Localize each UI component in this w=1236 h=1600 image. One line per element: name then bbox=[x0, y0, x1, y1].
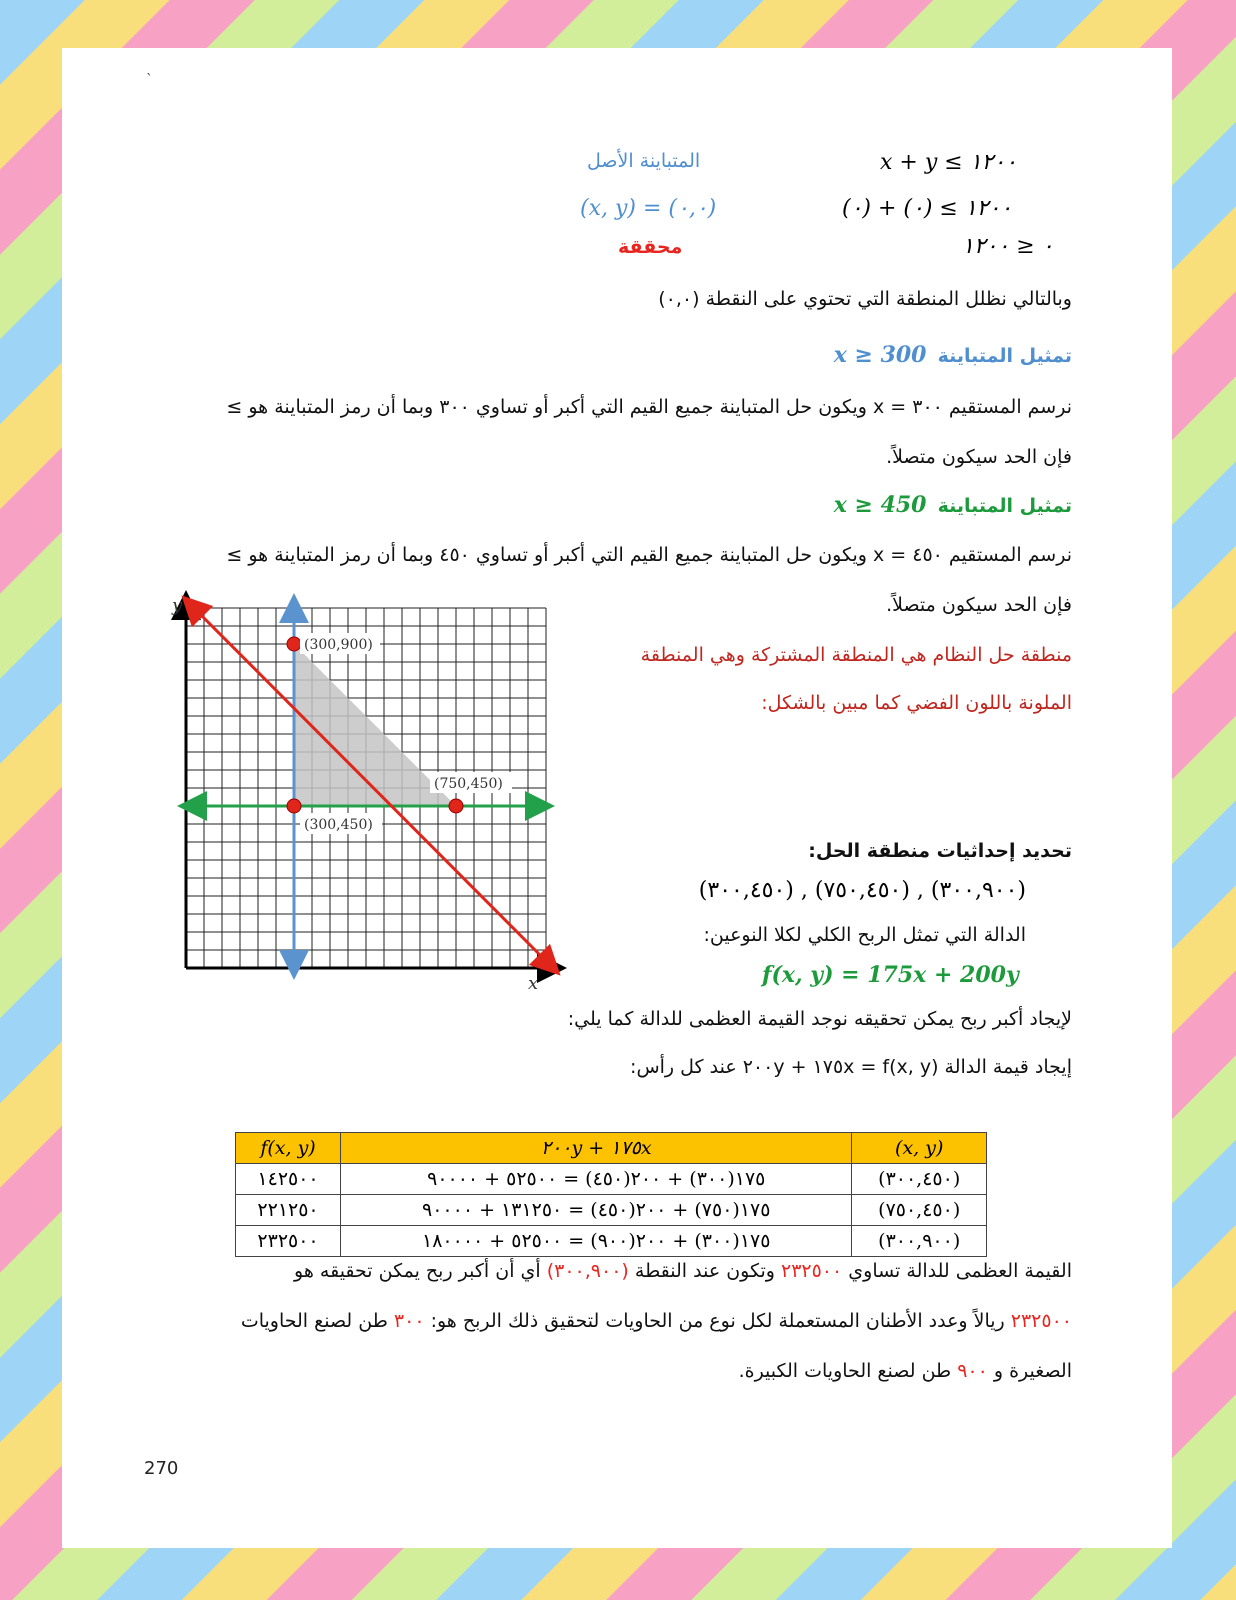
section-450-heading-math: x ≥ 450 bbox=[833, 492, 927, 518]
top-mark: ` bbox=[146, 72, 153, 88]
conclusion-text-a: القيمة العظمى للدالة تساوي bbox=[848, 1260, 1072, 1282]
inequality-result: ٠ ≤ ١٢٠٠ bbox=[962, 234, 1054, 259]
header-point: (x, y) bbox=[852, 1133, 987, 1164]
y-axis-label: y bbox=[172, 595, 183, 616]
conclusion-text-g: طن لصنع الحاويات الكبيرة. bbox=[738, 1360, 952, 1382]
conclusion-line2 bbox=[241, 1310, 1072, 1332]
label-300-450: (300,450) bbox=[304, 817, 373, 833]
header-expression: ١٧٥x + ٢٠٠y bbox=[341, 1133, 852, 1164]
conclusion-text-e: طن لصنع الحاويات bbox=[240, 1310, 388, 1332]
feasible-region-graph bbox=[174, 593, 564, 1043]
test-point: (x, y) = (٠,٠) bbox=[580, 196, 717, 221]
section-450-line1: نرسم المستقيم ٤٥٠ = x ويكون حل المتباينة جميع القيم التي أكبر أو تساوي ٤٥٠ وبما أن رمز المتباينة هو ≥ bbox=[226, 544, 1072, 566]
section-300-line1: نرسم المستقيم ٣٠٠ = x ويكون حل المتباينة جميع القيم التي أكبر أو تساوي ٣٠٠ وبما أن رمز المتباينة هو ≥ bbox=[226, 396, 1072, 418]
cell-value: ٢٣٢٥٠٠ bbox=[236, 1226, 341, 1257]
section-450-heading-text: تمثيل المتباينة bbox=[937, 495, 1072, 517]
table-row bbox=[236, 1195, 987, 1226]
section-450-heading bbox=[834, 492, 1072, 518]
cell-point: (٣٠٠,٩٠٠) bbox=[852, 1226, 987, 1257]
vertices-heading: تحديد إحداثيات منطقة الحل: bbox=[808, 840, 1072, 862]
small-tons: ٣٠٠ bbox=[393, 1310, 425, 1332]
conclusion-line1 bbox=[294, 1260, 1072, 1282]
vertex-300-900 bbox=[287, 637, 301, 651]
inequality-substituted: (٠) + (٠) ≤ ١٢٠٠ bbox=[842, 196, 1013, 221]
inequality-original: x + y ≤ ١٢٠٠ bbox=[880, 150, 1017, 175]
table-header-row bbox=[236, 1133, 987, 1164]
cell-expression: ١٧٥(٧٥٠) + ٢٠٠(٤٥٠) = ١٣١٢٥٠ + ٩٠٠٠٠ bbox=[341, 1195, 852, 1226]
evaluation-table bbox=[235, 1132, 987, 1257]
header-value: f(x, y) bbox=[236, 1133, 341, 1164]
profit-function-text: الدالة التي تمثل الربح الكلي لكلا النوعين: bbox=[703, 924, 1026, 946]
cell-point: (٣٠٠,٤٥٠) bbox=[852, 1164, 987, 1195]
cell-expression: ١٧٥(٣٠٠) + ٢٠٠(٤٥٠) = ٥٢٥٠٠ + ٩٠٠٠٠ bbox=[341, 1164, 852, 1195]
page-number: 270 bbox=[144, 1458, 179, 1479]
table-row bbox=[236, 1226, 987, 1257]
profit-formula: f(x, y) = 175x + 200y bbox=[762, 962, 1019, 988]
conclusion-line3 bbox=[739, 1360, 1072, 1382]
label-300-900: (300,900) bbox=[304, 637, 373, 653]
large-tons: ٩٠٠ bbox=[957, 1360, 988, 1382]
label-750-450: (750,450) bbox=[434, 776, 503, 792]
cell-expression: ١٧٥(٣٠٠) + ٢٠٠(٩٠٠) = ٥٢٥٠٠ + ١٨٠٠٠٠ bbox=[341, 1226, 852, 1257]
section-300-heading-math: x ≥ 300 bbox=[833, 342, 927, 368]
max-value: ٢٣٢٥٠٠ bbox=[780, 1260, 843, 1282]
satisfied-label: محققة bbox=[618, 236, 683, 258]
section-450-line2: فإن الحد سيكون متصلاً. bbox=[886, 594, 1072, 616]
conclusion-text-d: ريالاً وعدد الأطنان المستعملة لكل نوع من الحاويات لتحقيق ذلك الربح هو: bbox=[430, 1310, 1005, 1332]
table-row bbox=[236, 1164, 987, 1195]
vertices-list: (٣٠٠,٩٠٠) , (٧٥٠,٤٥٠) , (٣٠٠,٤٥٠) bbox=[698, 878, 1026, 903]
vertex-750-450 bbox=[449, 799, 463, 813]
section-300-heading-text: تمثيل المتباينة bbox=[937, 345, 1072, 367]
conclusion-text-f: الصغيرة و bbox=[993, 1360, 1072, 1382]
section-300-line2: فإن الحد سيكون متصلاً. bbox=[886, 446, 1072, 468]
shade-instruction: وبالتالي نظلل المنطقة التي تحتوي على النقطة (٠,٠) bbox=[658, 288, 1072, 310]
solution-region-line2: الملونة باللون الفضي كما مبين بالشكل: bbox=[761, 692, 1072, 714]
conclusion-text-c: أي أن أكبر ربح يمكن تحقيقه هو bbox=[294, 1260, 541, 1282]
x-axis-label: x bbox=[528, 973, 539, 994]
evaluate-text: إيجاد قيمة الدالة f(x, y) = ١٧٥x + ٢٠٠y عند كل رأس: bbox=[630, 1056, 1072, 1078]
max-profit-value: ٢٣٢٥٠٠ bbox=[1010, 1310, 1072, 1332]
max-value-text: لإيجاد أكبر ربح يمكن تحقيقه نوجد القيمة العظمى للدالة كما يلي: bbox=[567, 1008, 1072, 1030]
page bbox=[62, 48, 1172, 1548]
cell-point: (٧٥٠,٤٥٠) bbox=[852, 1195, 987, 1226]
cell-value: ١٤٢٥٠٠ bbox=[236, 1164, 341, 1195]
original-inequality-label: المتباينة الأصل bbox=[587, 150, 701, 172]
max-point: (٣٠٠,٩٠٠) bbox=[546, 1260, 629, 1282]
cell-value: ٢٢١٢٥٠ bbox=[236, 1195, 341, 1226]
solution-region-line1: منطقة حل النظام هي المنطقة المشتركة وهي المنطقة bbox=[640, 644, 1072, 666]
conclusion-text-b: وتكون عند النقطة bbox=[634, 1260, 775, 1282]
vertex-300-450 bbox=[287, 799, 301, 813]
section-300-heading bbox=[834, 342, 1072, 368]
